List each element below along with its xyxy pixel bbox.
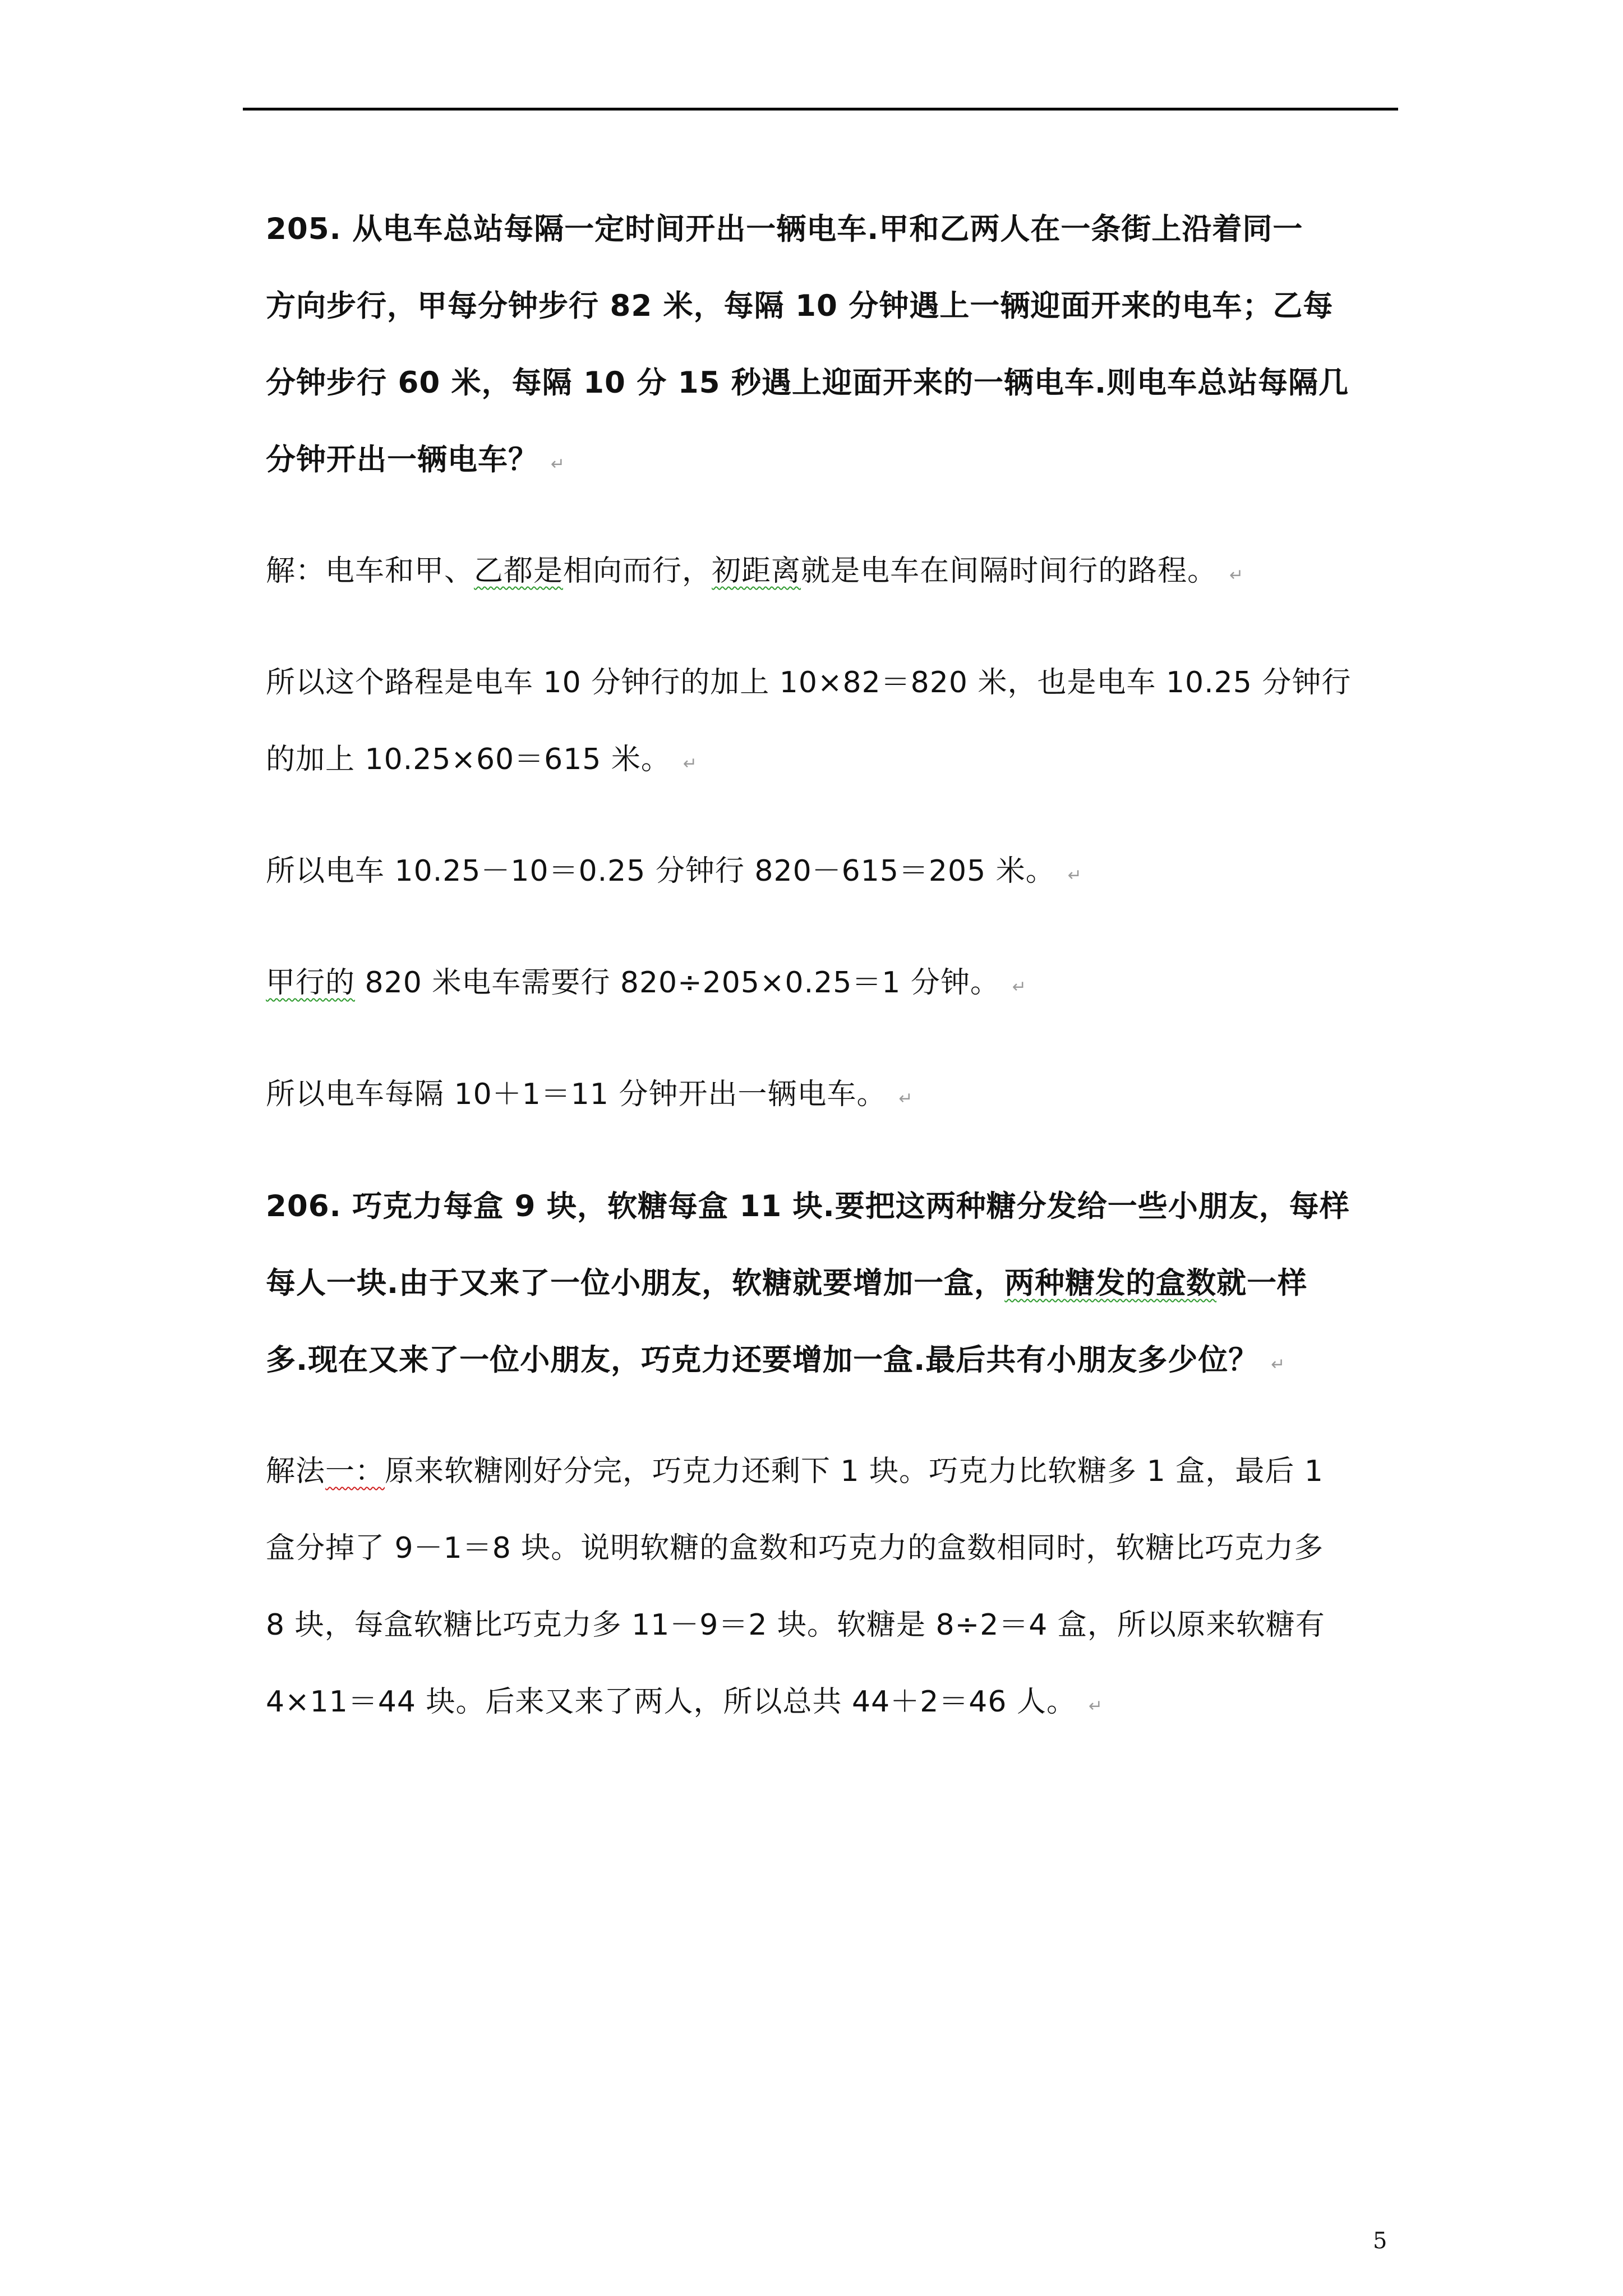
- problem-205-line: 方向步行，甲每分钟步行 82 米，每隔 10 分钟遇上一辆迎面开来的电车；乙每: [266, 289, 1334, 323]
- solution-205-line: [266, 721, 1365, 798]
- solution-text: 的加上 10.25×60＝615 米。: [266, 743, 671, 776]
- solution-206-line: [266, 1433, 1365, 1510]
- paragraph-mark: ↵: [1229, 565, 1244, 585]
- problem-205-text: 分钟开出一辆电车？: [266, 443, 538, 477]
- problem-206-line: [266, 1245, 1365, 1322]
- paragraph-gap: [266, 1398, 1365, 1433]
- solution-206-line: 盒分掉了 9－1＝8 块。说明软糖的盒数和巧克力的盒数相同时，软糖比巧克力多: [266, 1531, 1324, 1565]
- problem-206-line: [266, 1322, 1365, 1398]
- problem-205: [266, 191, 1365, 498]
- paragraph-mark: ↵: [1089, 1696, 1103, 1716]
- paragraph-gap: [266, 610, 1365, 645]
- page-number: 5: [1373, 2228, 1387, 2254]
- spelling-marked-text[interactable]: 一：: [325, 1455, 385, 1488]
- problem-206-text: 就一样: [1216, 1266, 1308, 1300]
- problem-206: [266, 1168, 1365, 1398]
- problem-205-line: [266, 421, 1365, 498]
- grammar-marked-text[interactable]: 初距离: [712, 554, 801, 588]
- paragraph-gap: [266, 498, 1365, 533]
- solution-206-line: [266, 1664, 1365, 1741]
- solution-text: 所以电车 10.25－10＝0.25 分钟行 820－615＝205 米。: [266, 854, 1055, 888]
- paragraph-mark: ↵: [1271, 1355, 1285, 1374]
- solution-205-paragraph-5: [266, 1056, 1365, 1133]
- solution-text: 820 米电车需要行 820÷205×0.25＝1 分钟。: [355, 966, 1000, 1000]
- solution-205-paragraph-4: [266, 945, 1365, 1022]
- solution-206-line: 8 块，每盒软糖比巧克力多 11－9＝2 块。软糖是 8÷2＝4 盒，所以原来软糖有: [266, 1608, 1325, 1642]
- paragraph-mark: ↵: [1067, 866, 1082, 885]
- problem-206-text: 每人一块.由于又来了一位小朋友，软糖就要增加一盒，: [266, 1266, 1005, 1300]
- solution-text: 就是电车在间隔时间行的路程。: [801, 554, 1218, 588]
- problem-205-line: 分钟步行 60 米，每隔 10 分 15 秒遇上迎面开来的一辆电车.则电车总站每隔几: [266, 366, 1349, 400]
- paragraph-mark: ↵: [551, 454, 565, 474]
- solution-205-paragraph-1: [266, 533, 1365, 610]
- solution-205-line: [266, 833, 1365, 910]
- paragraph-gap: [266, 1022, 1365, 1056]
- solution-205-line: [266, 533, 1365, 610]
- problem-206-line: 206. 巧克力每盒 9 块，软糖每盒 11 块.要把这两种糖分发给一些小朋友，每样: [266, 1189, 1350, 1223]
- solution-205-line: 所以这个路程是电车 10 分钟行的加上 10×82＝820 米，也是电车 10.25 分钟行: [266, 666, 1352, 700]
- solution-text: 解：电车和甲、: [266, 554, 474, 588]
- solution-205-paragraph-2: [266, 645, 1365, 798]
- solution-text: 相向而行，: [563, 554, 712, 588]
- solution-text: 解法: [266, 1455, 326, 1488]
- paragraph-mark: ↵: [683, 754, 698, 774]
- solution-205-line: [266, 1056, 1365, 1133]
- solution-text: 所以电车每隔 10＋1＝11 分钟开出一辆电车。: [266, 1078, 887, 1111]
- grammar-marked-text[interactable]: 乙都是: [474, 554, 564, 588]
- paragraph-gap: [266, 1133, 1365, 1168]
- solution-205-paragraph-3: [266, 833, 1365, 910]
- paragraph-mark: ↵: [1012, 977, 1027, 997]
- problem-205-line: 205. 从电车总站每隔一定时间开出一辆电车.甲和乙两人在一条街上沿着同一: [266, 212, 1303, 246]
- problem-206-text: 多.现在又来了一位小朋友，巧克力还要增加一盒.最后共有小朋友多少位？: [266, 1343, 1259, 1377]
- document-content: [266, 191, 1365, 1741]
- paragraph-mark: ↵: [898, 1089, 913, 1108]
- solution-text: 4×11＝44 块。后来又来了两人，所以总共 44＋2＝46 人。: [266, 1685, 1076, 1719]
- grammar-marked-text[interactable]: 甲行的: [266, 966, 356, 1000]
- grammar-marked-text[interactable]: 两种糖发的盒数: [1004, 1266, 1217, 1300]
- solution-206: [266, 1433, 1365, 1741]
- solution-205-line: [266, 945, 1365, 1022]
- solution-text: 原来软糖刚好分完，巧克力还剩下 1 块。巧克力比软糖多 1 盒，最后 1: [385, 1455, 1324, 1488]
- header-rule: [243, 108, 1398, 111]
- paragraph-gap: [266, 910, 1365, 945]
- paragraph-gap: [266, 798, 1365, 833]
